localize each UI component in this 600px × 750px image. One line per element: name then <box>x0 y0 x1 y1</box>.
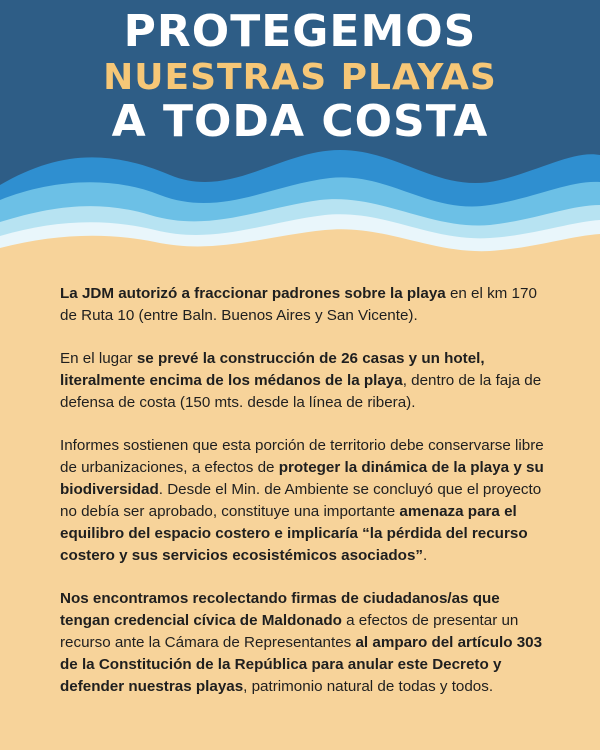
text-run: Informes sostienen que esta porción de territorio debe conservarse libre de urbanizaciones, a efectos de <box>60 437 544 476</box>
bold-text-run: amenaza para el equilibro del espacio costero e implicaría “la pérdida del recurso costero y sus servicios ecosistémicos asociados” <box>60 503 528 564</box>
text-run: En el lugar <box>60 350 137 367</box>
bold-text-run: Nos encontramos recolectando firmas de ciudadanos/as que tengan credencial cívica de Maldonado <box>60 590 500 629</box>
text-run: . <box>423 547 428 564</box>
bold-text-run: al amparo del artículo 303 de la Constitución de la República para anular este Decreto y defender nuestras playas <box>60 634 543 695</box>
title-line-2: NUESTRAS PLAYAS <box>103 57 497 98</box>
body-text <box>60 283 545 719</box>
text-run: a efectos de presentar un recurso ante la Cámara de Representantes <box>60 612 519 651</box>
text-run: , dentro de la faja de defensa de costa (150 mts. desde la línea de ribera). <box>60 372 542 411</box>
title-line-1: PROTEGEMOS <box>123 6 477 57</box>
text-run: . Desde el Min. de Ambiente se concluyó que el proyecto no debía ser aprobado, constituye una importante <box>60 481 542 520</box>
paragraph-1 <box>60 283 545 327</box>
bold-text-run: proteger la dinámica de la playa y su biodiversidad <box>60 459 544 498</box>
text-run: en el km 170 de Ruta 10 (entre Baln. Buenos Aires y San Vicente). <box>60 285 537 324</box>
paragraph-4 <box>60 588 545 698</box>
bold-text-run: se prevé la construcción de 26 casas y un hotel, literalmente encima de los médanos de la playa <box>60 350 485 389</box>
poster-title <box>0 6 600 147</box>
paragraph-3 <box>60 435 545 567</box>
title-line-3: A TODA COSTA <box>111 96 489 147</box>
paragraph-2 <box>60 348 545 414</box>
bold-text-run: La JDM autorizó a fraccionar padrones sobre la playa <box>60 285 446 302</box>
text-run: , patrimonio natural de todas y todos. <box>243 678 494 695</box>
